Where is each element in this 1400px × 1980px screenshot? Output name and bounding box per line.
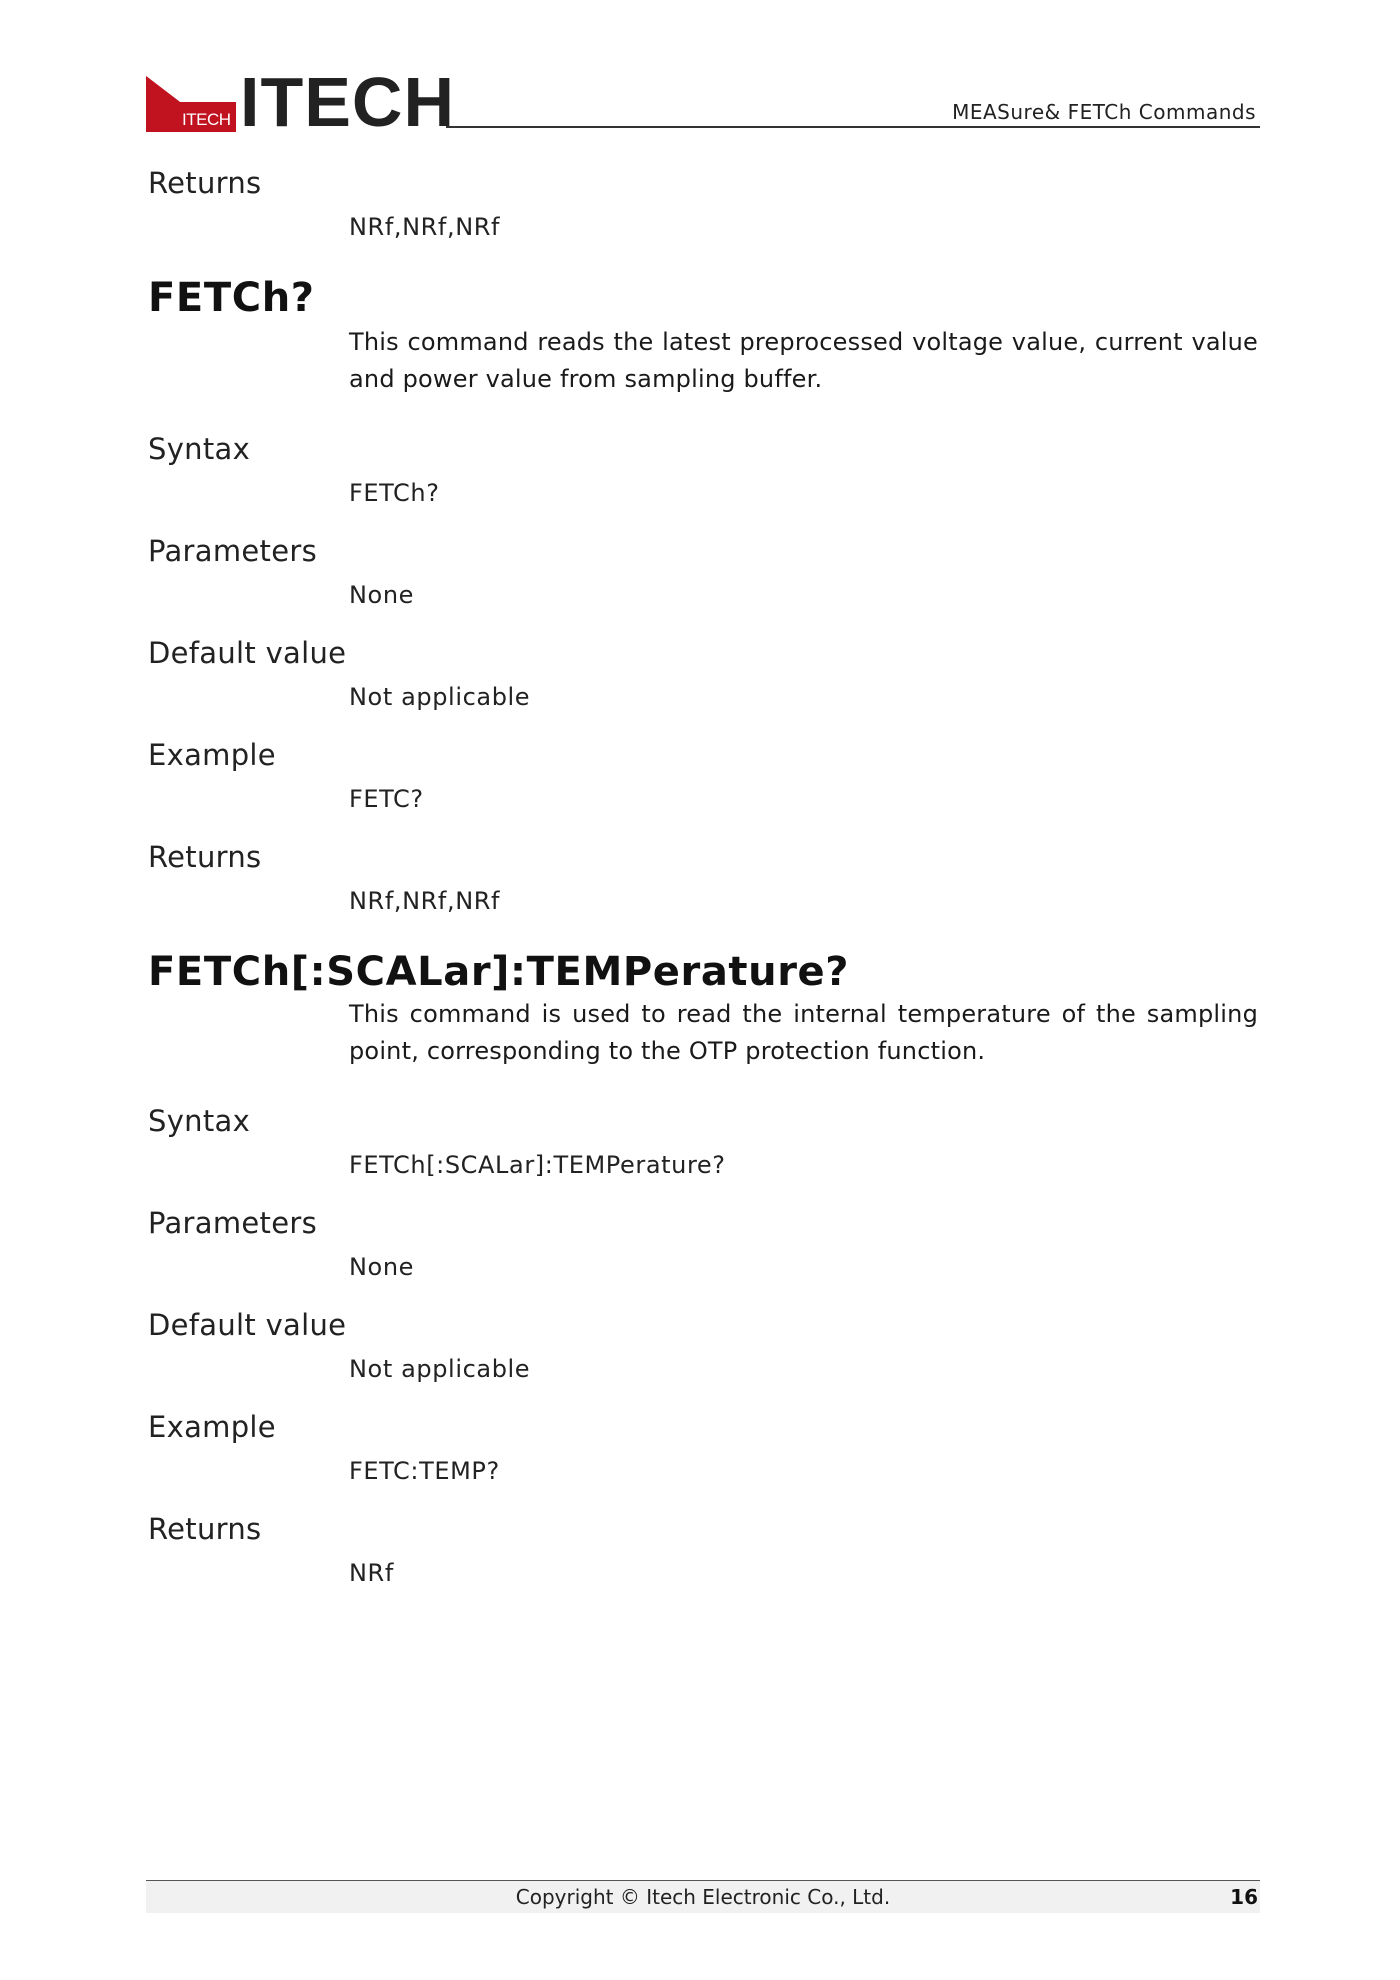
parameters-value: None <box>349 1253 415 1281</box>
syntax-label: Syntax <box>148 1104 251 1138</box>
command-title: FETCh[:SCALar]:TEMPerature? <box>148 949 850 995</box>
syntax-value: FETCh[:SCALar]:TEMPerature? <box>349 1151 726 1179</box>
copyright-text: Copyright © Itech Electronic Co., Ltd. <box>515 1885 891 1909</box>
logo-mark-icon <box>146 76 236 132</box>
page-number: 16 <box>1230 1885 1258 1909</box>
parameters-label: Parameters <box>148 1206 317 1240</box>
returns-value: NRf,NRf,NRf <box>349 887 501 915</box>
command-description: This command reads the latest preprocessed voltage value, current value and power value from sampling buffer. <box>349 328 1258 393</box>
itech-logo <box>146 63 455 141</box>
parameters-value: None <box>349 581 415 609</box>
main-content <box>148 166 1258 1588</box>
default-value: Not applicable <box>349 683 531 711</box>
default-value: Not applicable <box>349 1355 531 1383</box>
section-title: MEASure& FETCh Commands <box>952 100 1256 124</box>
returns-label: Returns <box>148 166 262 200</box>
default-value-label: Default value <box>148 1308 347 1342</box>
example-value: FETC? <box>349 785 424 813</box>
header-divider <box>446 126 1260 128</box>
command-description: This command is used to read the internal temperature of the sampling point, corresponding to the OTP protection function. <box>349 1000 1258 1065</box>
page-header <box>146 63 1260 141</box>
logo-mark-text: ITECH <box>182 110 231 129</box>
example-label: Example <box>148 738 276 772</box>
returns-value: NRf,NRf,NRf <box>349 213 501 241</box>
syntax-value: FETCh? <box>349 479 440 507</box>
page-footer <box>146 1880 1260 1913</box>
parameters-label: Parameters <box>148 534 317 568</box>
default-value-label: Default value <box>148 636 347 670</box>
returns-label: Returns <box>148 1512 262 1546</box>
example-value: FETC:TEMP? <box>349 1457 500 1485</box>
returns-label: Returns <box>148 840 262 874</box>
returns-value: NRf <box>349 1559 394 1587</box>
logo-wordmark: ITECH <box>240 63 455 141</box>
syntax-label: Syntax <box>148 432 251 466</box>
command-title: FETCh? <box>148 275 315 321</box>
example-label: Example <box>148 1410 276 1444</box>
